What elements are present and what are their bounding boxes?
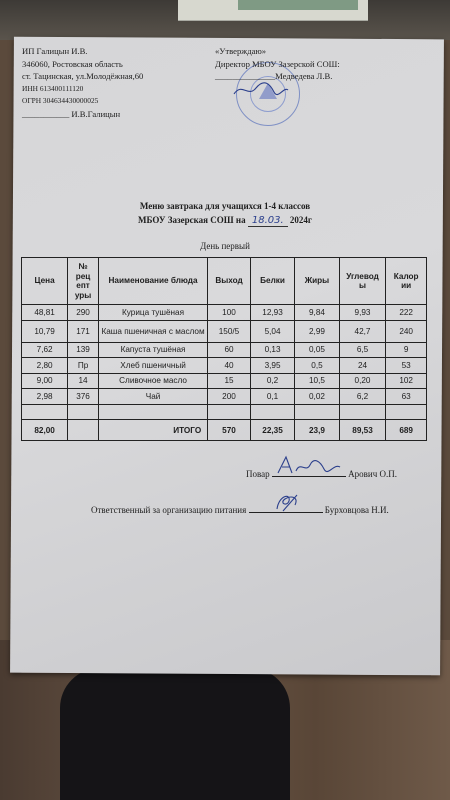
cell: 150/5 — [208, 320, 251, 342]
company-name: ИП Галицын И.В. — [22, 46, 88, 56]
background-envelope — [178, 0, 368, 21]
cell: 240 — [386, 320, 427, 342]
day-label: День первый — [200, 241, 250, 251]
cell: 40 — [208, 358, 251, 374]
cell: 60 — [208, 342, 251, 358]
col-carbs: Углевод ы — [339, 258, 386, 305]
cell: 15 — [208, 373, 251, 389]
cell: 9 — [386, 342, 427, 358]
cell — [386, 404, 427, 420]
col-proteins: Белки — [250, 258, 294, 305]
total-fats: 23,9 — [295, 420, 339, 441]
cell — [250, 404, 294, 420]
cell: 222 — [386, 305, 427, 321]
cell: 2,80 — [22, 358, 68, 374]
table-row — [22, 305, 427, 321]
col-price: Цена — [22, 258, 68, 305]
cell: 24 — [339, 358, 386, 374]
total-proteins: 22,35 — [250, 420, 294, 441]
cell: 9,93 — [339, 305, 386, 321]
header-right — [215, 45, 340, 83]
cell — [22, 404, 68, 420]
col-calories: Калор ии — [386, 258, 427, 305]
table-row-empty — [22, 404, 427, 420]
cell: 7,62 — [22, 342, 68, 358]
menu-title: Меню завтрака для учащихся 1-4 классов — [139, 201, 311, 211]
cell — [98, 404, 207, 420]
company-address-street: ст. Тацинская, ул.Молодёжная,60 — [22, 71, 144, 81]
cell: 171 — [68, 320, 99, 342]
cell: 12,93 — [250, 305, 294, 321]
header-left — [22, 45, 143, 120]
menu-table — [21, 257, 427, 441]
menu-subtitle — [0, 215, 450, 226]
cell: 0,20 — [339, 373, 386, 389]
responsible-label: Ответственный за организацию питания — [91, 505, 247, 515]
cook-label: Повар — [246, 469, 270, 479]
cell: 139 — [68, 342, 99, 358]
cell: 0,2 — [250, 373, 294, 389]
cell: 0,02 — [295, 389, 339, 405]
col-dish: Наименование блюда — [98, 258, 207, 305]
cell: 9,00 — [22, 373, 68, 389]
cook-signature-line — [272, 465, 346, 477]
cell: 42,7 — [339, 320, 386, 342]
cell: 0,5 — [295, 358, 339, 374]
cell: 290 — [68, 305, 99, 321]
col-portion: Выход — [208, 258, 251, 305]
table-total-row — [22, 420, 427, 441]
table-row — [22, 389, 427, 405]
school-name: МБОУ Зазерская СОШ на — [138, 215, 246, 225]
cell: Пр — [68, 358, 99, 374]
cell: 6,5 — [339, 342, 386, 358]
cell: 376 — [68, 389, 99, 405]
cell: 2,99 — [295, 320, 339, 342]
total-price: 82,00 — [22, 420, 68, 441]
responsible-signature — [249, 489, 323, 513]
cell: 10,79 — [22, 320, 68, 342]
company-address-region: 346060, Ростовская область — [22, 58, 123, 69]
cell: 9,84 — [295, 305, 339, 321]
total-label: ИТОГО — [98, 420, 207, 441]
cell: 10,5 — [295, 373, 339, 389]
total-portion: 570 — [208, 420, 251, 441]
cell: 0,05 — [295, 342, 339, 358]
cell — [68, 404, 99, 420]
table-row — [22, 342, 427, 358]
menu-date: 18.03. — [248, 215, 288, 227]
cell: 2,98 — [22, 389, 68, 405]
total-calories: 689 — [386, 420, 427, 441]
cell: Сливочное масло — [98, 373, 207, 389]
company-inn: ИНН 613400111120 — [22, 83, 84, 93]
table-row — [22, 373, 427, 389]
table-row — [22, 358, 427, 374]
cell: Каша пшеничная с маслом — [98, 320, 207, 342]
responsible-signature-line — [249, 501, 323, 513]
table-row — [22, 320, 427, 342]
cell: Капуста тушёная — [98, 342, 207, 358]
cell: 48,81 — [22, 305, 68, 321]
cell: Курица тушёная — [98, 305, 207, 321]
director-name: ______________Медведева Л.В. — [215, 71, 333, 81]
cell — [208, 404, 251, 420]
cell: 0,1 — [250, 389, 294, 405]
col-fats: Жиры — [295, 258, 339, 305]
cook-signature — [272, 453, 346, 477]
background-dark-cloth — [60, 668, 290, 800]
col-recipe: № рец епт уры — [68, 258, 99, 305]
cell: Чай — [98, 389, 207, 405]
cell: Хлеб пшеничный — [98, 358, 207, 374]
director-signature — [230, 80, 290, 100]
table-header-row — [22, 258, 427, 305]
total-carbs: 89,53 — [339, 420, 386, 441]
cell: 0,13 — [250, 342, 294, 358]
menu-year: 2024г — [289, 215, 312, 225]
cell: 14 — [68, 373, 99, 389]
cell: 200 — [208, 389, 251, 405]
company-ogrn: ОГРН 304634430000025 — [22, 96, 99, 105]
cell: 6,2 — [339, 389, 386, 405]
approve-label: «Утверждаю» — [215, 46, 267, 56]
cook-name: Арович О.П. — [348, 469, 397, 479]
responsible-name: Бурховцова Н.И. — [324, 505, 389, 515]
cook-signature-block — [246, 465, 397, 479]
responsible-signature-block — [91, 501, 389, 515]
cell: 63 — [386, 389, 427, 405]
cell: 100 — [208, 305, 251, 321]
cell: 5,04 — [250, 320, 294, 342]
company-signature-line: ___________ И.В.Галицын — [22, 108, 121, 119]
cell — [68, 420, 99, 441]
cell — [295, 404, 339, 420]
cell: 53 — [386, 358, 427, 374]
director-position: Директор МБОУ Зазерской СОШ: — [215, 58, 340, 69]
cell: 102 — [386, 373, 427, 389]
cell — [339, 404, 386, 420]
cell: 3,95 — [250, 358, 294, 374]
